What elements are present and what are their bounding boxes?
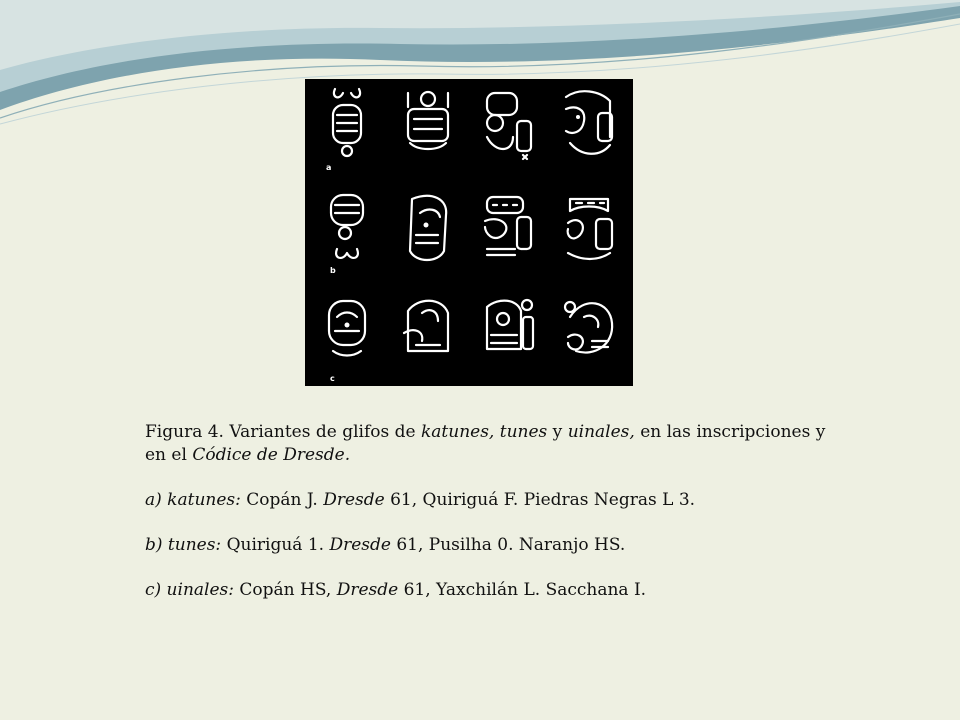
row-letter-b: b — [330, 266, 336, 275]
row-letter-c: c — [330, 374, 335, 383]
uinal-glyph-yaxchilan-icon — [487, 300, 533, 349]
caption-italic: Códice de Dresde. — [192, 445, 351, 465]
caption-text: y — [547, 422, 568, 442]
tun-glyph-quirigua-icon — [331, 195, 363, 258]
caption-text: Copán J. — [240, 490, 324, 510]
caption-text: 61, Yaxchilán L. Sacchana I. — [398, 580, 647, 600]
tun-glyph-naranjo-icon — [568, 199, 612, 259]
caption-italic: b) tunes: — [145, 535, 222, 555]
caption-italic: c) uinales: — [145, 580, 234, 600]
caption-title — [145, 421, 845, 467]
glyph-grid — [305, 79, 633, 386]
uinal-glyph-sacchana-icon — [565, 302, 612, 353]
figure-caption — [145, 421, 845, 602]
caption-text: 61, Pusilha 0. Naranjo HS. — [390, 535, 626, 555]
caption-italic: Dresde — [336, 580, 399, 600]
uinal-glyph-dresde-icon — [404, 301, 448, 351]
caption-text: Copán HS, — [233, 580, 337, 600]
row-letter-a: a — [326, 163, 332, 172]
caption-katunes — [145, 489, 845, 512]
katun-glyph-dresde-icon — [408, 92, 448, 149]
caption-italic: Dresde — [323, 490, 385, 510]
caption-tunes — [145, 534, 845, 557]
tun-glyph-dresde-icon — [410, 196, 446, 260]
caption-italic: katunes, — [420, 422, 495, 442]
caption-text: Quiriguá 1. — [221, 535, 330, 555]
caption-italic: uinales, — [567, 422, 635, 442]
caption-text: 61, Quiriguá F. Piedras Negras L 3. — [384, 490, 696, 510]
caption-text: Figura 4. Variantes de glifos de — [145, 422, 421, 442]
glyph-figure — [305, 79, 633, 386]
katun-glyph-quirigua-icon — [487, 93, 531, 159]
katun-glyph-copan-icon — [333, 89, 361, 156]
uinal-glyph-copan-icon — [329, 301, 365, 356]
caption-italic: a) katunes: — [145, 490, 241, 510]
caption-text: en las inscripciones y en el — [145, 422, 826, 465]
katun-glyph-piedras-negras-icon — [566, 91, 612, 154]
tun-glyph-pusilha-icon — [485, 197, 531, 255]
caption-italic: tunes — [499, 422, 548, 442]
caption-italic: Dresde — [329, 535, 391, 555]
caption-uinales — [145, 579, 845, 602]
